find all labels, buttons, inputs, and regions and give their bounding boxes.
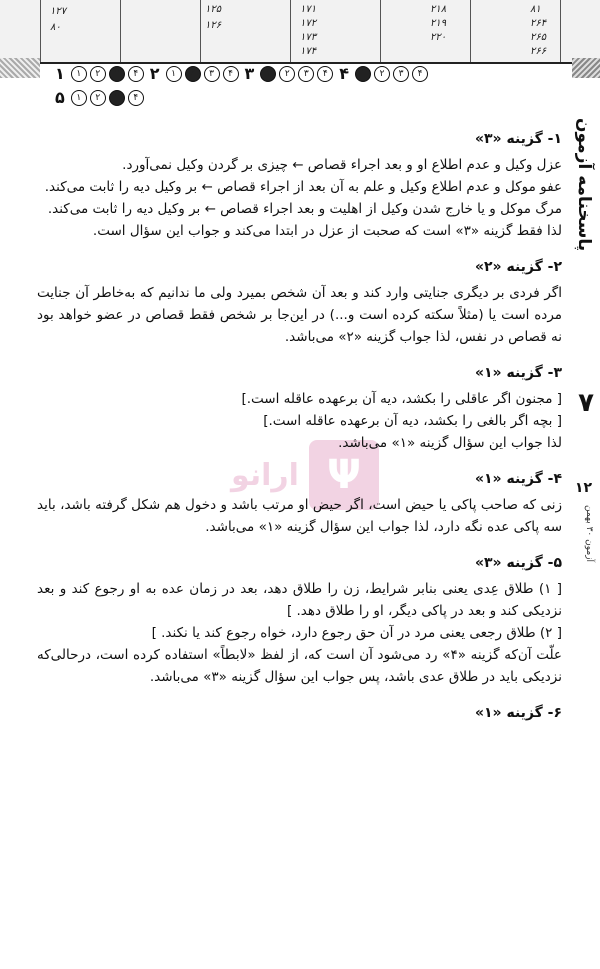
answer-key-number: ۲ [149,64,160,83]
answer-key-number: ۵ [55,88,65,107]
answer-bubble: ۲ [90,66,106,82]
answer-bubble: ۱ [71,90,87,106]
answer-text: مرگ موکل و یا خارج شدن وکیل از اهلیت و بعد اجراء قصاص ← بر وکیل دیه را ثابت می‌کند. [47,201,562,217]
grid-number: ۱۷۲ [300,18,317,29]
answer-key-number: ۱ [55,64,65,83]
answer-bubble: ۱ [166,66,182,82]
answer-bubble: ۳ [109,66,125,82]
answer-bubble: ۱ [355,66,371,82]
test-number: ۷ [578,388,594,418]
side-tab [566,118,600,418]
grid-number: ۲۱۹ [430,18,447,29]
answer-bubble: ۲ [374,66,390,82]
grid-number: ۲۱۸ [430,4,447,15]
answer-bubble: ۱ [71,66,87,82]
answer-item [37,702,562,724]
answer-bubble: ۴ [412,66,428,82]
grid-number: ۱۲۷ [50,6,67,17]
answer-bubble: ۲ [185,66,201,82]
answer-text: [ بچه اگر بالغی را بکشد، دیه آن برعهده عاقله است.] [263,413,562,429]
answer-text: [ ۲) طلاق رجعی یعنی مرد در آن حق رجوع دارد، خواه رجوع کند یا نکند. ] [151,625,562,641]
answer-item [37,256,562,348]
page-number: ۱۲ [574,480,592,496]
grid-number: ۲۶۵ [530,32,547,43]
answer-content [37,128,562,738]
side-tab-title: پاسخنامه آزمون [574,118,594,252]
answer-key-row-1 [52,64,428,83]
answer-grid-header [0,0,600,64]
answer-heading: ۳- گزینه «۱» [474,365,562,381]
grid-number: ۱۷۳ [300,32,317,43]
grid-number: ۲۲۰ [430,32,447,43]
answer-key-row-2 [52,88,144,107]
answer-text: اگر فردی بر دیگری جنایتی وارد کند و بعد آن شخص بمیرد ولی ما ندانیم که به‌خاطر آن جنایت مرده است یا (مثلاً سکته کرده است و...) در این‌جا بر شخص فقط قصاص در عضو خواهد بود نه قصاص در نفس، لذا جواب گزینه «۲» می‌باشد. [37,285,562,345]
answer-bubble: ۳ [204,66,220,82]
answer-bubble: ۳ [393,66,409,82]
answer-text: لذا جواب این سؤال گزینه «۱» می‌باشد. [338,435,562,451]
answer-heading: ۱- گزینه «۳» [474,131,562,147]
answer-bubble: ۴ [128,66,144,82]
answer-heading: ۶- گزینه «۱» [474,705,562,721]
grid-number: ۸۱ [530,4,541,15]
answer-bubble: ۱ [260,66,276,82]
answer-text: عفو موکل و عدم اطلاع وکیل و علم به آن بعد از اجراء قصاص ← بر وکیل دیه را ثابت می‌کند. [44,179,562,195]
answer-text: عزل وکیل و عدم اطلاع او و بعد اجراء قصاص ← چیزی بر گردن وکیل نمی‌آورد. [122,157,562,173]
answer-bubble: ۴ [128,90,144,106]
answer-heading: ۴- گزینه «۱» [474,471,562,487]
grid-number: ۱۷۱ [300,4,317,15]
grid-number: ۱۷۴ [300,46,317,57]
answer-text: [ مجنون اگر عاقلی را بکشد، دیه آن برعهده عاقله است.] [241,391,562,407]
answer-heading: ۲- گزینه «۲» [474,259,562,275]
answer-bubble: ۳ [109,90,125,106]
answer-item [37,468,562,538]
answer-item [37,362,562,454]
answer-text: لذا فقط گزینه «۳» است که صحبت از عزل در ابتدا می‌کند و جواب این سؤال است. [92,223,562,239]
answer-item [37,128,562,242]
grid-number: ۲۶۴ [530,18,547,29]
answer-bubble: ۲ [279,66,295,82]
answer-bubble: ۴ [223,66,239,82]
answer-text: زنی که صاحب پاکی یا حیض است، اگر حیض او مرتب باشد و دخول هم شکل گرفته باشد، باید سه پاکی عده نگه دارد، لذا جواب این سؤال گزینه «۱» می‌باشد. [37,497,562,535]
answer-item [37,552,562,688]
watermark-logo-icon: Ψ [309,440,379,510]
answer-text: علّت آن‌که گزینه «۴» رد می‌شود آن است که، از لفظ «لابطاً» استفاده کرده است، درحالی‌که نزدیکی باید در طلاق عدی باشد، پس جواب این سؤال گزینه «۳» می‌باشد. [37,647,562,685]
answer-text: [ ۱) طلاق عِدی یعنی بنابر شرایط، زن را طلاق دهد، بعد در زمان عده به او رجوع کند و بعد نزدیکی کند و بعد در پاکی دیگر، او را طلاق دهد. ] [37,581,562,619]
watermark-text: ارانو [231,457,299,493]
answer-key-strip [0,60,600,108]
side-note: آزمون ۳۰ بهمن [584,505,594,563]
answer-bubble: ۴ [317,66,333,82]
answer-bubble: ۳ [298,66,314,82]
grid-number: ۱۲۶ [205,20,222,31]
answer-key-number: ۳ [244,64,255,83]
answer-key-number: ۴ [339,64,350,83]
answer-heading: ۵- گزینه «۳» [474,555,562,571]
grid-number: ۲۶۶ [530,46,547,57]
grid-number: ۱۲۵ [205,4,222,15]
answer-bubble: ۲ [90,90,106,106]
grid-number: ۸۰ [50,22,61,33]
